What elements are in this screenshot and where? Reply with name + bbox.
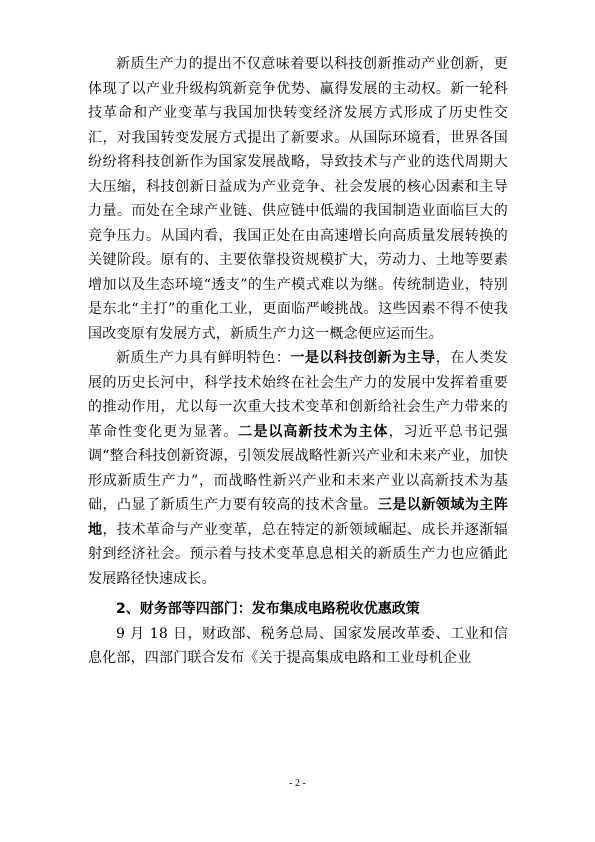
paragraph-tax-policy: 9 月 18 日，财政部、税务总局、国家发展改革委、工业和信息化部，四部门联合发布《关于提高集成电路和工业母机企业 xyxy=(88,625,508,666)
section-heading: 2、财务部等四部门：发布集成电路税收优惠政策 xyxy=(116,601,420,617)
feature-1-title: 一是以科技创新为主导 xyxy=(290,350,436,366)
feature-3-title: 三是以新领域为主阵地 xyxy=(88,497,508,538)
feature-2-text: ，习近平总书记强调“整合科技创新资源，引领发展战略性新兴产业和未来产业，加快形成新质生产力”，而战略性新兴产业和未来产业以高新技术为基础，凸显了新质生产力要有较高的技术含量。 xyxy=(88,423,508,513)
feature-1-text: ，在人类发展的历史长河中，科学技术始终在社会生产力的发展中发挥着重要的推动作用，尤以每一次重大技术变革和创新给社会生产力带来的革命性变化更为显著。 xyxy=(88,350,509,440)
document-body xyxy=(88,52,508,671)
page-number: - 2 - xyxy=(289,778,306,789)
paragraph-new-productivity-features xyxy=(88,346,508,591)
feature-3-text: ，技术革命与产业变革，总在特定的新领域崛起、成长并逐渐辐射到经济社会。预示着与技术变革息息相关的新质生产力也应循此发展路径快速成长。 xyxy=(88,521,508,587)
feature-2-title: 二是以高新技术为主体 xyxy=(238,423,389,440)
features-intro: 新质生产力具有鲜明特色： xyxy=(116,350,291,366)
paragraph-new-productivity-origin: 新质生产力的提出不仅意味着要以科技创新推动产业创新，更体现了以产业升级构筑新竞争优势、赢得发展的主动权。新一轮科技革命和产业变革与我国加快转变经济发展方式形成了历史性交汇，对我国转变发展方式提出了新要求。从国际环境看，世界各国纷纷将科技创新作为国家发展战略，导致技术与产业的迭代周期大大压缩，科技创新日益成为产业竞争、社会发展的核心因素和主导力量。而处在全球产业链、供应链中低端的我国制造业面临巨大的竞争压力。从国内看，我国正处在由高速增长向高质量发展转换的关键阶段。原有的、主要依靠投资规模扩大，劳动力、土地等要素增加以及生态环境“透支”的生产模式难以为继。传统制造业，特别是东北“主打”的重化工业，更面临严峻挑战。这些因素不得不使我国改变原有发展方式，新质生产力这一概念便应运而生。 xyxy=(88,56,508,342)
